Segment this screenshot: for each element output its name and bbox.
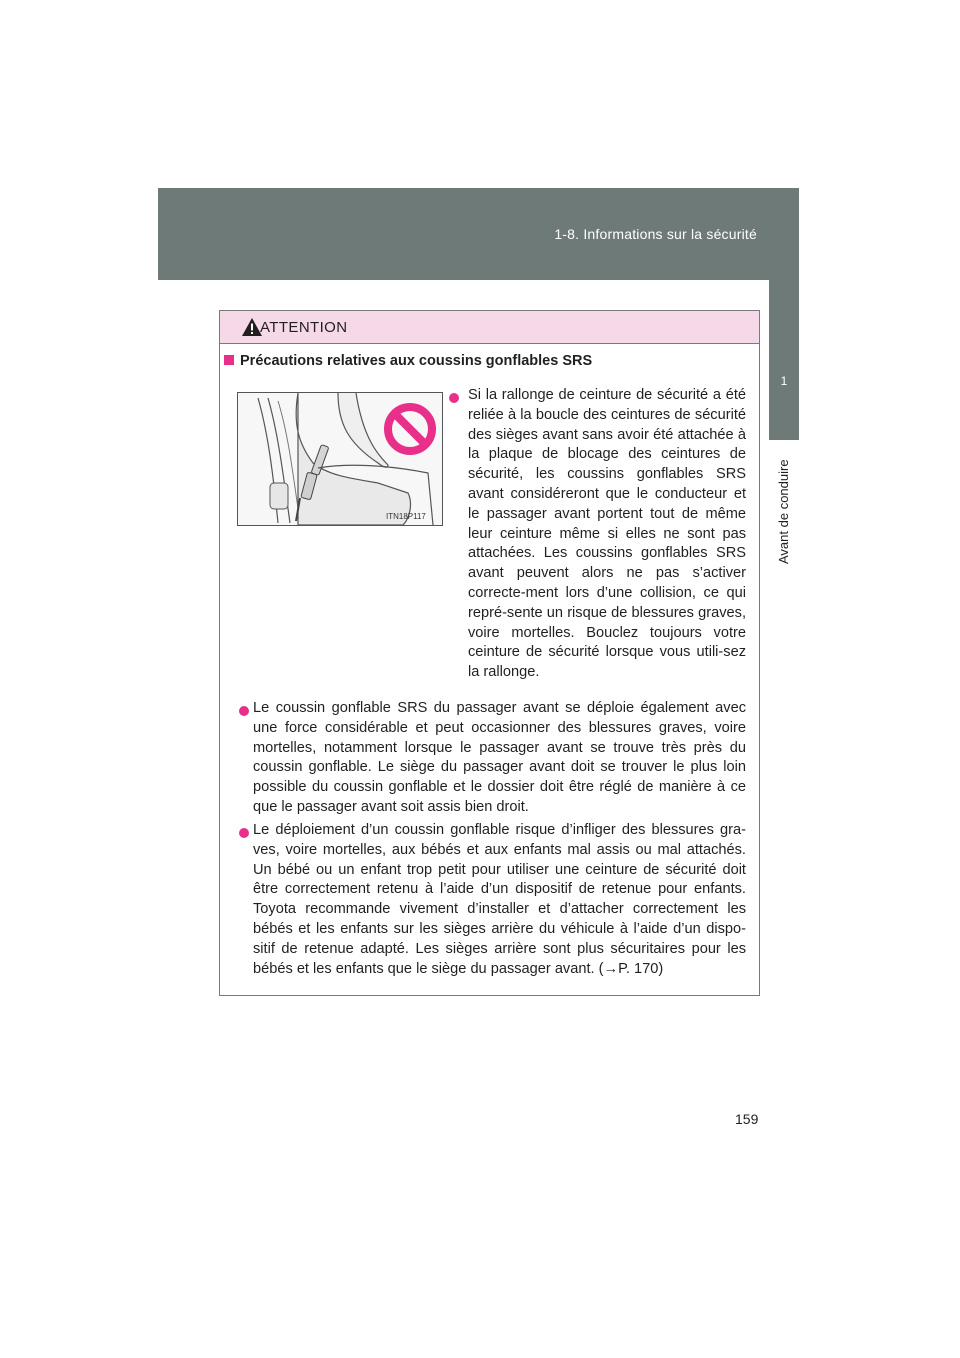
illustration bbox=[237, 392, 443, 526]
chapter-label-wrap bbox=[769, 446, 799, 566]
section-heading-text: Précautions relatives aux coussins gonflables SRS bbox=[240, 353, 593, 369]
attention-title: ATTENTION bbox=[260, 319, 348, 336]
seatbelt-illustration bbox=[238, 393, 442, 525]
illustration-code: ITN18P117 bbox=[386, 512, 426, 521]
square-bullet-icon bbox=[224, 355, 234, 365]
chapter-label: Avant de conduire bbox=[776, 459, 791, 564]
attention-header bbox=[220, 311, 759, 344]
attention-box bbox=[219, 310, 760, 996]
bullet-text-3: Le déploiement d’un coussin gonflable risque d’infliger des blessures gra-ves, voire mortelles, aux bébés et aux enfants mal assis ou mal attachés. Un bébé ou un enfant trop petit pour utiliser une ceinture de sécurité doit être correctement retenu à l’aide d’un dispositif de retenue pour enfants. Toyota recommande vivement d’installer et d’attacher correctement les bébés et les enfants sur les sièges arrière du véhicule à l’aide d’un dispo-sitif de retenue adapté. Les sièges arrière sont plus sécuritaires pour les bébés et les enfants que le siège du passager avant. (→P. 170) bbox=[253, 822, 746, 977]
bullet-icon bbox=[239, 706, 249, 716]
section-title: 1-8. Informations sur la sécurité bbox=[554, 226, 757, 242]
bullet-text-1: Si la rallonge de ceinture de sécurité a été reliée à la boucle des ceintures de sécurité des sièges avant sans avoir été attachée à la plaque de blocage des ceintures de sécurité, les coussins gonflables SRS avant considéreront que le conducteur et le passager avant portent tout de même leur ceinture même si elles ne sont pas attachées. Les coussins gonflables SRS avant peuvent alors ne pas s’activer correcte-ment lors d’une collision, ce qui repré-sente un risque de blessures graves, voire mortelles. Bouclez toujours votre ceinture de sécurité lorsque vous utili-sez la rallonge. bbox=[468, 387, 746, 681]
section-heading bbox=[224, 353, 592, 369]
bullet-icon bbox=[239, 828, 249, 838]
bullet-icon bbox=[449, 393, 459, 403]
chapter-tab bbox=[769, 280, 799, 440]
page-number: 159 bbox=[735, 1111, 759, 1127]
bullet-text-2: Le coussin gonflable SRS du passager avant se déploie également avec une force considérable et peut occasionner des blessures graves, voire mortelles, notamment lorsque le passager avant se trouve très près du coussin gonflable. Le siège du passager avant doit se trouver le plus loin possible du coussin gonflable et le dossier doit être réglé de manière à ce que le passager avant soit assis bien droit. bbox=[253, 700, 746, 815]
chapter-number: 1 bbox=[780, 374, 788, 388]
header-band bbox=[158, 188, 799, 280]
